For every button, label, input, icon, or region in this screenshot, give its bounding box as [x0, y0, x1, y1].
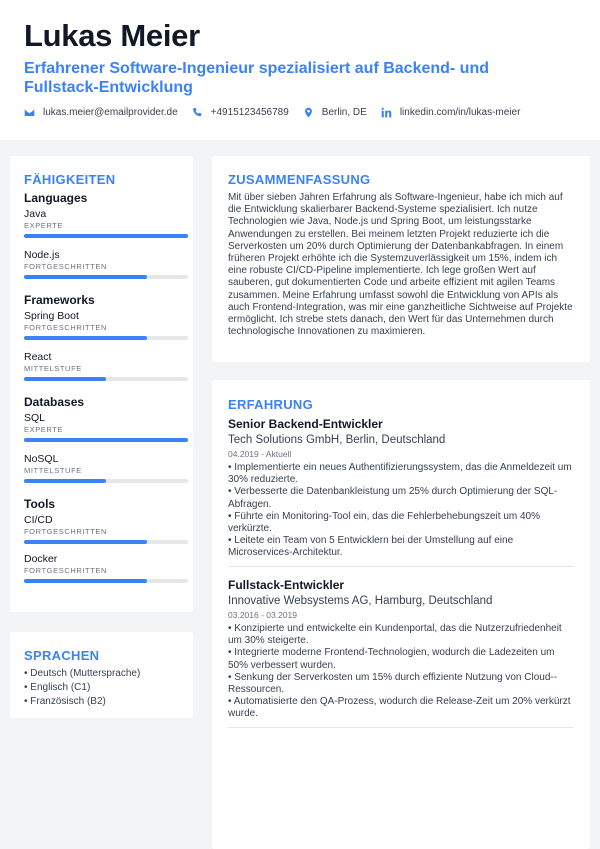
skill-bar-fill — [24, 275, 147, 279]
skill-docker — [24, 553, 188, 583]
skill-bar-fill — [24, 377, 106, 381]
list-item: • Senkung der Serverkosten um 15% durch effiziente Nutzung von Cloud-Ressourcen. — [228, 671, 558, 696]
skill-bar — [24, 275, 188, 279]
linkedin-icon — [381, 107, 392, 118]
list-item: • Implementierte ein neues Authentifizierungssystem, das die Anmeldezeit um 30% reduzierte. — [228, 462, 572, 486]
skill-bar — [24, 438, 188, 442]
skill-category-languages: Languages — [24, 191, 88, 205]
skill-name: Docker — [24, 553, 58, 565]
skill-bar-fill — [24, 579, 147, 583]
job-title: Senior Backend-Entwickler — [228, 417, 383, 431]
contact-location — [303, 107, 367, 118]
skill-level: EXPERTE — [24, 425, 64, 434]
skill-category-tools: Tools — [24, 497, 56, 511]
skill-bar-fill — [24, 234, 188, 238]
skill-bar — [24, 336, 188, 340]
phone-text: +4915123456789 — [210, 106, 289, 118]
list-item: • Automatisierte den QA-Prozess, wodurch die Release-Zeit um 20% verkürzt wurde. — [228, 696, 571, 720]
skill-java — [24, 208, 188, 238]
skill-name: Node.js — [24, 249, 60, 261]
candidate-name: Lukas Meier — [24, 18, 200, 53]
skill-bar-fill — [24, 479, 106, 483]
skill-category-frameworks: Frameworks — [24, 293, 95, 307]
skill-level: FORTGESCHRITTEN — [24, 527, 108, 536]
summary-text: Mit über sieben Jahren Erfahrung als Software-Ingenieur, habe ich mich auf die Entwicklung skalierbarer Backend-Systeme spezialisiert. Ich nutze Technologien wie Java, Node.js und Spring Boot, um leistungsstarke Anwendungen zu erstellen. Bei meinem letzten Projekt reduzierte ich die Serverkosten um 20% durch Optimierung der Datenbankabfragen. In einem früheren Projekt erhöhte ich die Systemzuverlässigkeit um 15%, indem ich eine robuste CI/CD-Pipeline implementierte. Ich lege großen Wert auf sauberen, gut dokumentierten Code und arbeite effizient mit agilen Teams zusammen. Meine Erfahrung umfasst sowohl die Entwicklung von APIs als auch Frontend-Integration, was mir eine ganzheitliche Sichtweise auf Projekte ermöglicht. Ich strebe stets danach, den Wert für das Unternehmen durch technologische Innovationen zu maximieren. — [228, 192, 573, 338]
divider — [228, 727, 574, 728]
skill-name: React — [24, 351, 52, 363]
headline: Erfahrener Software-Ingenieur spezialisiert auf Backend- und Fullstack-Entwicklung — [24, 60, 489, 96]
skill-sql — [24, 412, 188, 442]
skill-bar — [24, 479, 188, 483]
skill-level: FORTGESCHRITTEN — [24, 323, 108, 332]
list-item: • Führte ein Monitoring-Tool ein, das die Fehlerbehebungszeit um 40% verkürzte. — [228, 510, 541, 535]
skill-bar — [24, 579, 188, 583]
skill-bar — [24, 377, 188, 381]
list-item: • Französisch (B2) — [24, 696, 106, 707]
skills-title: FÄHIGKEITEN — [24, 172, 116, 187]
list-item: • Deutsch (Muttersprache) — [24, 668, 141, 679]
location-pin-icon — [303, 107, 314, 118]
job-dates: 03.2016 - 03.2019 — [228, 610, 298, 620]
skill-name: NoSQL — [24, 453, 59, 465]
skill-level: MITTELSTUFE — [24, 466, 82, 475]
contact-bar — [24, 104, 534, 120]
experience-card — [212, 380, 590, 849]
skill-name: CI/CD — [24, 514, 53, 526]
skill-name: SQL — [24, 412, 46, 424]
summary-card — [212, 156, 590, 362]
phone-icon — [192, 107, 203, 118]
languages-title: SPRACHEN — [24, 648, 100, 663]
list-item: • Englisch (C1) — [24, 682, 91, 693]
skill-level: MITTELSTUFE — [24, 364, 82, 373]
email-text: lukas.meier@emailprovider.de — [43, 106, 178, 118]
skill-bar — [24, 234, 188, 238]
contact-phone[interactable] — [192, 107, 289, 118]
job-company: Tech Solutions GmbH, Berlin, Deutschland — [228, 434, 446, 446]
skill-react — [24, 351, 188, 381]
skill-name: Java — [24, 208, 47, 220]
skill-bar — [24, 540, 188, 544]
list-item: • Verbesserte die Datenbankleistung um 25% durch Optimierung der SQL-Abfragen. — [228, 486, 558, 510]
job-dates: 04.2019 - Aktuell — [228, 449, 292, 459]
resume-header — [0, 0, 600, 140]
envelope-icon — [24, 107, 35, 118]
skill-level: FORTGESCHRITTEN — [24, 262, 108, 271]
languages-list — [24, 667, 140, 709]
job-entry — [228, 417, 574, 567]
skill-name: Spring Boot — [24, 310, 79, 322]
list-item: • Integrierte moderne Frontend-Technologien, wodurch die Ladezeiten um 50% verbessert wurden. — [228, 647, 555, 671]
list-item: • Konzipierte und entwickelte ein Kundenportal, das die Nutzerzufriedenheit um 30% steigerte. — [228, 623, 562, 647]
skill-level: EXPERTE — [24, 221, 64, 230]
summary-title: ZUSAMMENFASSUNG — [228, 172, 371, 187]
job-entry — [228, 578, 574, 728]
location-text: Berlin, DE — [321, 106, 367, 118]
job-company: Innovative Websystems AG, Hamburg, Deutschland — [228, 595, 493, 607]
list-item: • Leitete ein Team von 5 Entwicklern bei der Umstellung auf eine Microservices-Architektur. — [228, 535, 514, 559]
linkedin-text: linkedin.com/in/lukas-meier — [399, 106, 521, 118]
skill-category-databases: Databases — [24, 395, 85, 409]
skill-bar-fill — [24, 438, 188, 442]
languages-card — [10, 632, 193, 718]
skills-card — [10, 156, 193, 612]
skill-bar-fill — [24, 336, 147, 340]
skill-nosql — [24, 453, 188, 483]
job-bullets — [228, 623, 574, 721]
skill-bar-fill — [24, 540, 147, 544]
divider — [228, 566, 574, 567]
job-bullets — [228, 462, 574, 560]
job-title: Fullstack-Entwickler — [228, 578, 345, 592]
contact-email[interactable] — [24, 107, 178, 118]
skill-cicd — [24, 514, 188, 544]
skill-spring-boot — [24, 310, 188, 340]
skill-level: FORTGESCHRITTEN — [24, 566, 108, 575]
contact-linkedin[interactable] — [381, 107, 521, 118]
skill-nodejs — [24, 249, 188, 279]
experience-title: ERFAHRUNG — [228, 397, 314, 412]
